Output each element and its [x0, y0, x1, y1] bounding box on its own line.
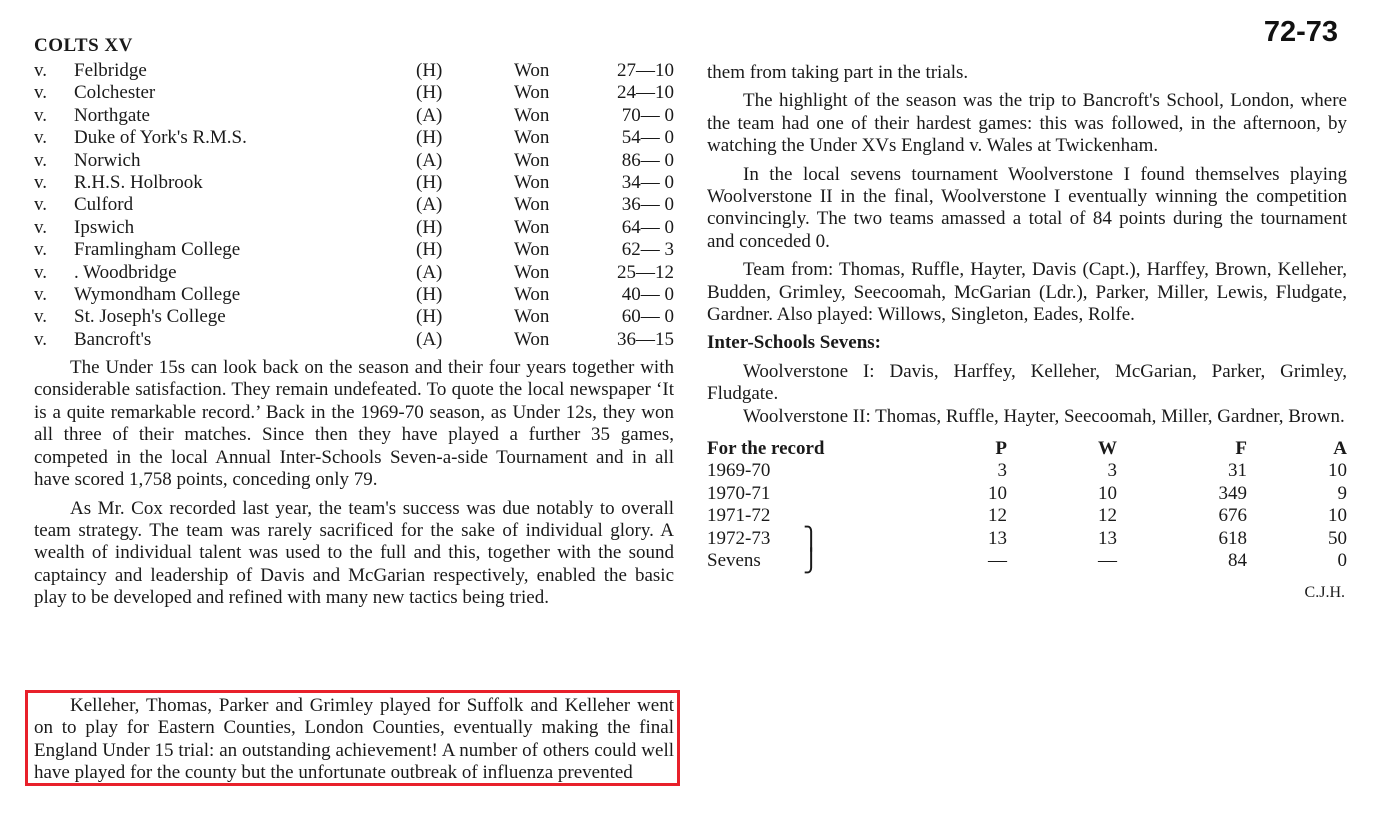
fixture-venue: (A): [416, 194, 443, 216]
fixture-row: [34, 172, 674, 194]
paragraph-team-strategy: As Mr. Cox recorded last year, the team's success was due notably to overall team strategy. The team was rarely sacrificed for the sake of individual glory. A wealth of individual talent was used to the full and this, together with the sound captaincy and leadership of Davis and McGarian respectively, enabled the basic play to be developed and refined with many new tactics being tried.: [34, 497, 674, 609]
fixture-v: v.: [34, 261, 48, 283]
record-brace: ⎭: [803, 548, 820, 574]
record-season: 1969-70: [707, 460, 771, 482]
fixture-venue: (H): [416, 82, 443, 104]
fixture-score: 86— 0: [621, 149, 674, 171]
fixture-venue: (A): [416, 104, 443, 126]
fixture-row: [34, 329, 674, 351]
fixture-v: v.: [34, 328, 48, 350]
fixture-opponent: Wymondham College: [74, 283, 241, 305]
record-against: 0: [1337, 550, 1347, 572]
signoff: C.J.H.: [1304, 584, 1345, 602]
paragraph-woolverstone-one: Woolverstone I: Davis, Harffey, Kelleher, McGarian, Parker, Grimley, Fludgate.: [707, 360, 1347, 405]
fixture-row: [34, 239, 674, 261]
record-for: 676: [1218, 505, 1247, 527]
record-header-f: F: [1235, 438, 1247, 460]
fixture-opponent: Northgate: [74, 104, 150, 126]
fixture-venue: (A): [416, 261, 443, 283]
record-played: 13: [988, 527, 1007, 549]
fixture-row: [34, 262, 674, 284]
fixture-venue: (H): [416, 239, 443, 261]
record-season: 1970-71: [707, 482, 771, 504]
fixture-result: Won: [514, 194, 550, 216]
record-brace: ⎫: [803, 525, 820, 551]
fixture-score: 25—12: [617, 261, 674, 283]
fixture-v: v.: [34, 60, 48, 81]
fixture-row: [34, 217, 674, 239]
fixture-opponent: Colchester: [74, 82, 156, 104]
paragraph-woolverstone-two: Woolverstone II: Thomas, Ruffle, Hayter, Seecoomah, Miller, Gardner, Brown.: [743, 405, 1345, 427]
record-against: 50: [1328, 527, 1347, 549]
year-label: 72-73: [1263, 16, 1338, 48]
right-column: [707, 62, 1347, 602]
fixture-opponent: Duke of York's R.M.S.: [74, 127, 247, 149]
fixture-opponent: . Woodbridge: [74, 261, 177, 283]
fixture-result: Won: [514, 328, 550, 350]
record-row: [707, 483, 1347, 505]
fixture-score: 34— 0: [621, 171, 674, 193]
paragraph-team-list: Team from: Thomas, Ruffle, Hayter, Davis (Capt.), Harffey, Brown, Kelleher, Budden, Grimley, Seecoomah, McGarian (Ldr.), Parker, Miller, Lewis, Fludgate, Gardner. Also played: Willows, Singleton, Eades, Rolfe.: [707, 259, 1347, 326]
record-played: 10: [988, 482, 1007, 504]
section-title: COLTS XV: [34, 35, 133, 56]
fixture-opponent: Ipswich: [74, 216, 135, 238]
paragraph-continuation: them from taking part in the trials.: [707, 62, 969, 83]
record-row: [707, 505, 1347, 527]
fixture-opponent: St. Joseph's College: [74, 306, 226, 328]
record-against: 10: [1328, 505, 1347, 527]
fixture-score: 24—10: [617, 82, 674, 104]
fixture-v: v.: [34, 283, 48, 305]
record-played: 3: [997, 460, 1007, 482]
fixture-score: 60— 0: [621, 306, 674, 328]
fixture-venue: (A): [416, 149, 443, 171]
fixture-result: Won: [514, 239, 550, 261]
fixture-score: 70— 0: [621, 104, 674, 126]
fixture-venue: (H): [416, 306, 443, 328]
record-for: 618: [1218, 527, 1247, 549]
record-won: 3: [1107, 460, 1117, 482]
fixture-venue: (H): [416, 60, 443, 81]
fixture-score: 27—10: [617, 60, 674, 81]
fixture-opponent: Bancroft's: [74, 328, 152, 350]
fixture-v: v.: [34, 127, 48, 149]
record-header-row: [707, 438, 1347, 460]
record-won: 12: [1098, 505, 1117, 527]
record-row: [707, 525, 1347, 551]
fixture-row: [34, 82, 674, 104]
fixture-result: Won: [514, 216, 550, 238]
record-played: —: [988, 550, 1007, 572]
fixture-opponent: Framlingham College: [74, 239, 241, 261]
fixture-result: Won: [514, 60, 550, 81]
fixture-row: [34, 127, 674, 149]
record-header-a: A: [1333, 438, 1347, 460]
record-won: 10: [1098, 482, 1117, 504]
record-season: 1971-72: [707, 505, 771, 527]
fixture-score: 62— 3: [621, 239, 674, 261]
record-header-w: W: [1098, 438, 1117, 460]
fixture-score: 64— 0: [621, 216, 674, 238]
fixture-result: Won: [514, 306, 550, 328]
fixture-v: v.: [34, 239, 48, 261]
record-won: —: [1098, 550, 1117, 572]
record-against: 10: [1328, 460, 1347, 482]
fixture-result: Won: [514, 104, 550, 126]
fixture-score: 36— 0: [621, 194, 674, 216]
fixture-result: Won: [514, 82, 550, 104]
fixture-result: Won: [514, 127, 550, 149]
record-for: 31: [1228, 460, 1247, 482]
record-for: 84: [1228, 550, 1247, 572]
record-season: 1972-73: [707, 527, 771, 549]
paragraph-representative-honours: Kelleher, Thomas, Parker and Grimley played for Suffolk and Kelleher went on to play for Eastern Counties, London Counties, eventually making the final England Under 15 trial: an outstanding achievement! A number of others could well have played for the county but the unfortunate outbreak of influenza prevented: [34, 695, 674, 784]
left-column: [34, 32, 674, 610]
fixture-score: 40— 0: [621, 283, 674, 305]
fixture-result: Won: [514, 171, 550, 193]
record-row: [707, 550, 1347, 572]
fixture-v: v.: [34, 82, 48, 104]
fixture-result: Won: [514, 283, 550, 305]
fixture-opponent: Culford: [74, 194, 134, 216]
record-header-p: P: [995, 438, 1007, 460]
record-season: Sevens: [707, 550, 761, 572]
fixture-row: [34, 60, 674, 82]
fixture-list: [34, 60, 674, 351]
fixture-row: [34, 284, 674, 306]
fixture-row: [34, 194, 674, 216]
fixture-score: 36—15: [617, 328, 674, 350]
fixture-v: v.: [34, 216, 48, 238]
fixture-opponent: Norwich: [74, 149, 141, 171]
inter-schools-title: Inter-Schools Sevens:: [707, 332, 881, 354]
fixture-result: Won: [514, 149, 550, 171]
record-played: 12: [988, 505, 1007, 527]
fixture-row: [34, 306, 674, 328]
fixture-result: Won: [514, 261, 550, 283]
paragraph-season-highlight: The highlight of the season was the trip to Bancroft's School, London, where the team had one of their hardest games: this was followed, in the afternoon, by watching the Under XVs England v. Wales at Twickenham.: [707, 90, 1347, 157]
left-column-tail: [34, 695, 674, 785]
paragraph-sevens-tournament: In the local sevens tournament Woolverstone I found themselves playing Woolverstone II in the final, Woolverstone I eventually winning the competition convincingly. The two teams amassed a total of 84 points during the tournament and conceded 0.: [707, 163, 1347, 252]
record-row: [707, 460, 1347, 482]
fixture-venue: (H): [416, 171, 443, 193]
fixture-venue: (H): [416, 216, 443, 238]
record-header-label: For the record: [707, 438, 825, 460]
fixture-row: [34, 150, 674, 172]
record-won: 13: [1098, 527, 1117, 549]
record-table: [707, 438, 1347, 572]
fixture-venue: (H): [416, 127, 443, 149]
fixture-v: v.: [34, 171, 48, 193]
paragraph-season-summary: The Under 15s can look back on the season and their four years together with considerable satisfaction. They remain undefeated. To quote the local newspaper ‘It is a quite remarkable record.’ Back in the 1969-70 season, as Under 12s, they won all three of their matches. Since then they have played a further 35 games, competed in the local Annual Inter-Schools Seven-a-side Tournament and in all have scored 1,758 points, conceding only 79.: [34, 357, 674, 491]
record-against: 9: [1337, 482, 1347, 504]
fixture-score: 54— 0: [621, 127, 674, 149]
fixture-v: v.: [34, 194, 48, 216]
record-for: 349: [1218, 482, 1247, 504]
fixture-v: v.: [34, 104, 48, 126]
fixture-v: v.: [34, 306, 48, 328]
fixture-opponent: R.H.S. Holbrook: [74, 171, 203, 193]
fixture-venue: (H): [416, 283, 443, 305]
fixture-v: v.: [34, 149, 48, 171]
fixture-venue: (A): [416, 328, 443, 350]
fixture-row: [34, 105, 674, 127]
fixture-opponent: Felbridge: [74, 60, 147, 81]
